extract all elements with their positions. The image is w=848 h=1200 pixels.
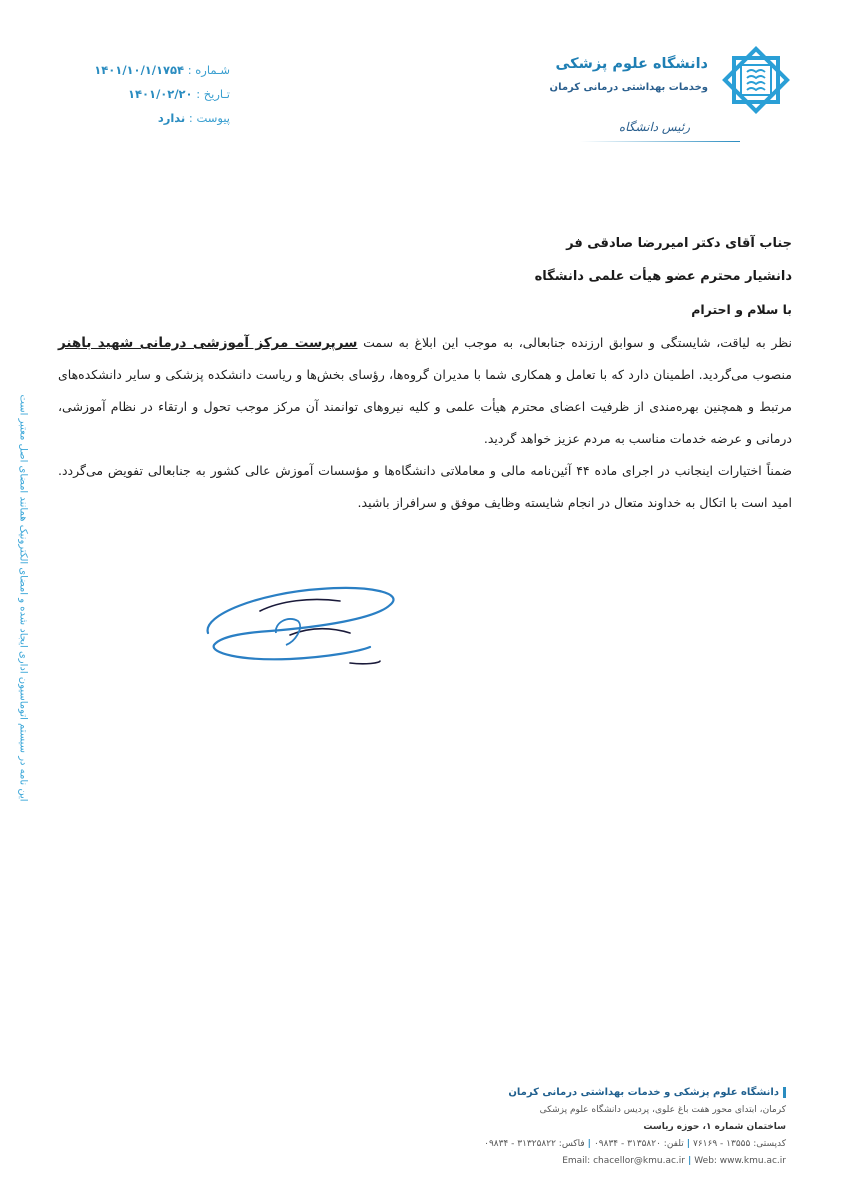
footer-separator: | [688, 1156, 692, 1166]
footer-fax: فاکس: ۳۱۳۲۵۸۲۲ - ۰۹۸۳۴ [484, 1139, 585, 1149]
signature-graphic [200, 575, 410, 675]
letter-attachment-value: ندارد [157, 111, 186, 125]
electronic-signature-note-text: این نامه در سیستم اتوماسیون اداری ایجاد شده و امضای الکترونیک همانند امضای اصل معتبر است [17, 394, 29, 802]
letter-date-row [70, 82, 230, 106]
footer-web[interactable]: Web: www.kmu.ac.ir [694, 1156, 786, 1166]
university-subtitle: وخدمات بهداشتی درمانی کرمان [549, 82, 708, 93]
university-logo-icon [722, 46, 790, 114]
appointment-position: سرپرست مرکز آموزشی درمانی شهید باهنر [58, 335, 358, 351]
office-underline [580, 141, 740, 142]
footer-postal: کدپستی: ۱۳۵۵۵ - ۷۶۱۶۹ [693, 1139, 786, 1149]
electronic-signature-note [14, 388, 32, 808]
footer-org: دانشگاه علوم پزشکی و خدمات بهداشتی درمانی کرمان [508, 1087, 786, 1098]
university-name: دانشگاه علوم پزشکی [555, 56, 708, 72]
paragraph-appointment-start: نظر به لیاقت، شایستگی و سوابق ارزنده جنابعالی، به موجب این ابلاغ به سمت [363, 335, 792, 350]
footer-address: کرمان، ابتدای محور هفت باغ علوی، پردیس دانشگاه علوم پزشکی [539, 1105, 786, 1115]
footer-phone: تلفن: ۳۱۳۵۸۲۰ - ۰۹۸۳۴ [593, 1139, 684, 1149]
university-header [549, 38, 800, 148]
letter-date-label: تـاریخ : [196, 87, 230, 101]
footer-contact-row [420, 1136, 786, 1153]
footer-separator: | [686, 1139, 691, 1149]
letter-meta [70, 58, 230, 130]
letter-attachment-row [70, 106, 230, 130]
recipient-name: جناب آقای دکتر امیررضا صادقی فر [566, 236, 792, 251]
office-title: رئیس دانشگاه [618, 120, 690, 134]
letter-number-label: شـماره : [187, 63, 230, 77]
letter-date-value: ۱۴۰۱/۰۲/۲۰ [128, 87, 193, 101]
footer-building: ساختمان شماره ۱، حوزه ریاست [643, 1122, 786, 1132]
greeting: با سلام و احترام [691, 302, 792, 317]
letter-body [58, 233, 792, 519]
signature [200, 575, 410, 675]
footer-web-row [420, 1153, 786, 1170]
paragraph-appointment-end: منصوب می‌گردید. اطمینان دارد که با تعامل و همکاری شما با مدیران گروه‌ها، رؤسای بخش‌ها و ریاست دانشکده پزشکی و سایر دانشکده‌های مرتبط و همچنین بهره‌مندی از ظرفیت اعضای محترم هیأت علمی و کلیه نیروهای توانمند آن مرکز موجب تحول و ارتقاء در نظام آموزشی، درمانی و عرضه خدمات مناسب به مردم عزیز خواهد گردید. [58, 367, 792, 446]
paragraph-appointment [58, 327, 792, 455]
letter-footer [420, 1084, 786, 1170]
footer-separator: | [587, 1139, 591, 1149]
letter-number-row [70, 58, 230, 82]
recipient-title: دانشیار محترم عضو هیأت علمی دانشگاه [534, 269, 792, 284]
footer-email[interactable]: Email: chacellor@kmu.ac.ir [562, 1156, 685, 1166]
paragraph-delegation: ضمناً اختیارات اینجانب در اجرای ماده ۴۴ آئین‌نامه مالی و معاملاتی دانشگاه‌ها و مؤسسات آموزش عالی کشور به جنابعالی تفویض می‌گردد. امید است با اتکال به خداوند متعال در انجام شایسته وظایف موفق و سرافراز باشید. [58, 463, 792, 510]
letter-number-value: ۱۴۰۱/۱۰/۱/۱۷۵۴ [94, 63, 185, 77]
letter-attachment-label: پیوست : [188, 111, 230, 125]
